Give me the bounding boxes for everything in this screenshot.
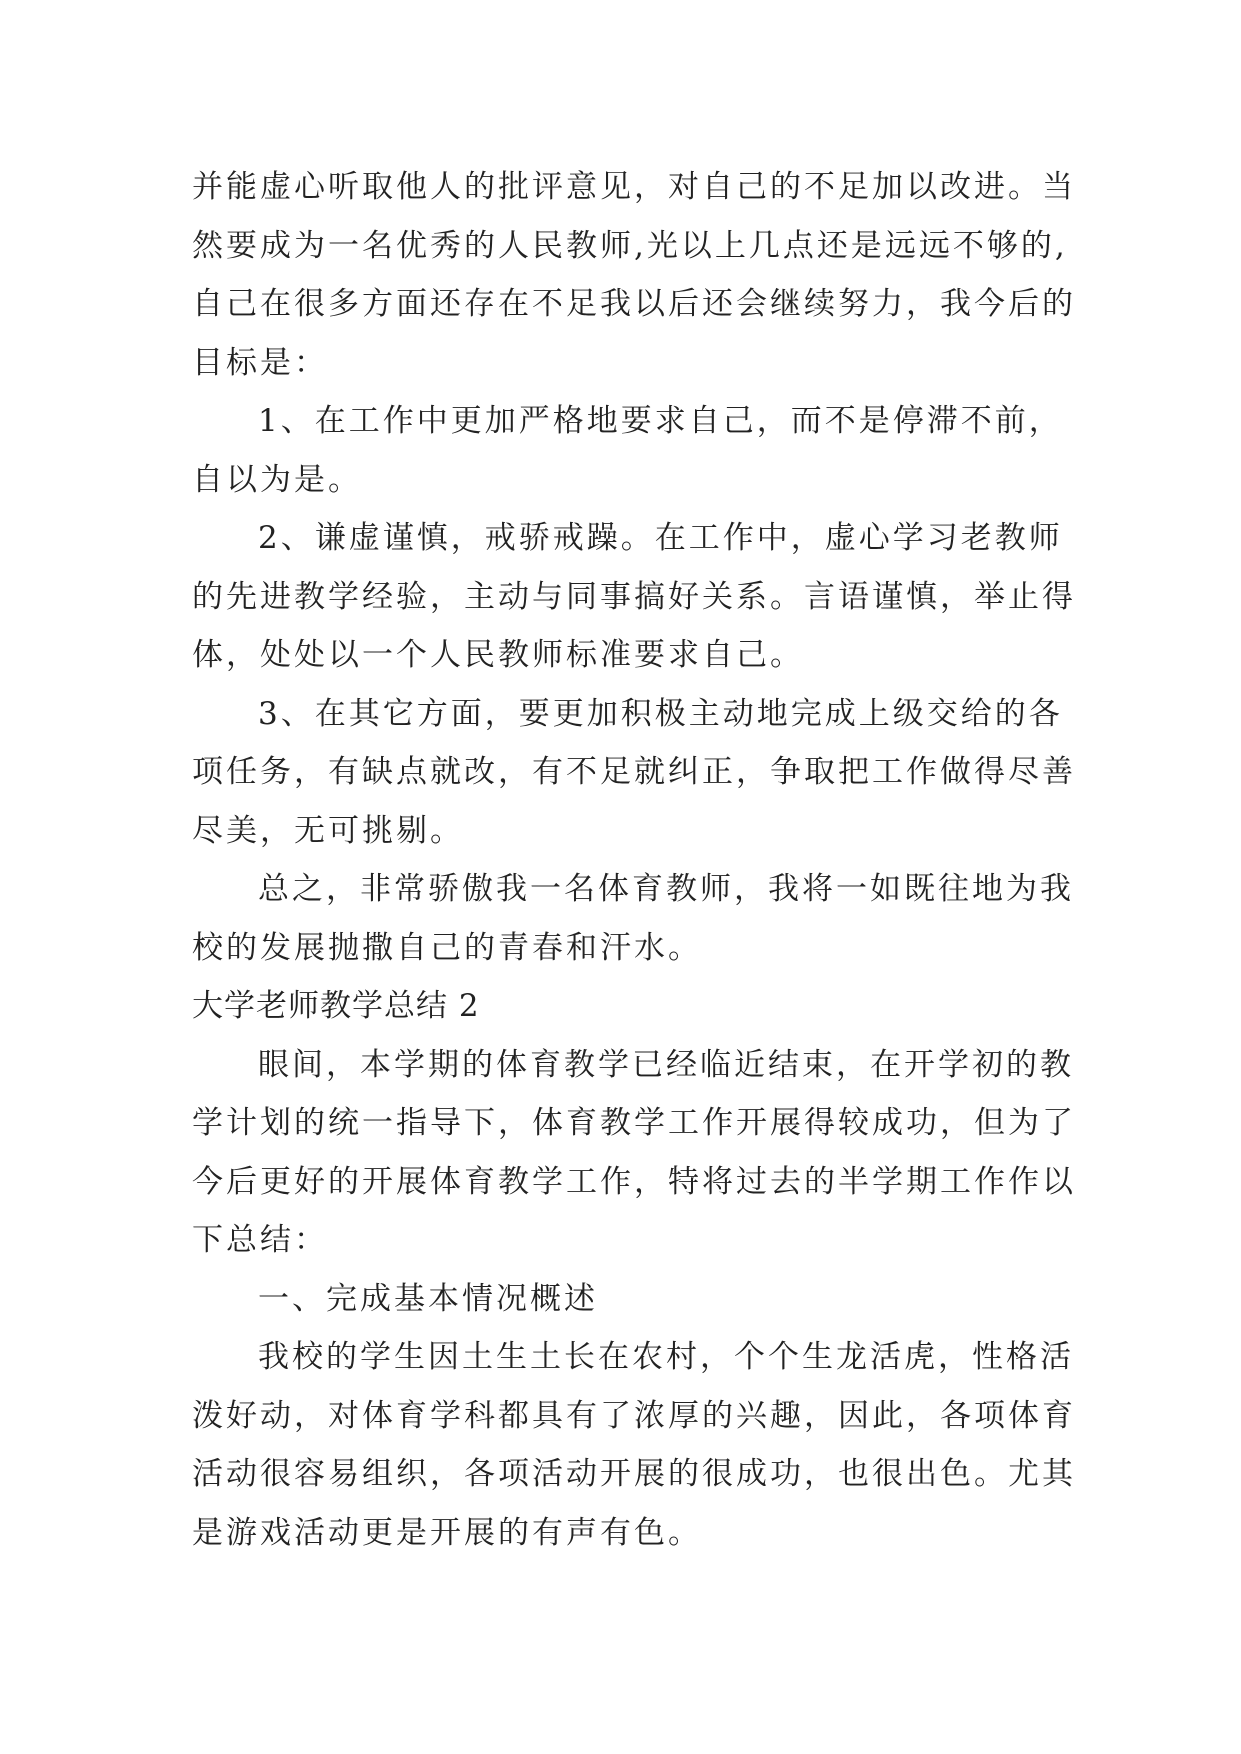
text-line: 下总结： [192, 1222, 328, 1258]
text-line: 泼好动，对体育学科都具有了浓厚的兴趣，因此，各项体育 [192, 1397, 1076, 1434]
text-line: 学计划的统一指导下，体育教学工作开展得较成功，但为了 [192, 1105, 1076, 1141]
text-line: 是游戏活动更是开展的有声有色。 [192, 1514, 702, 1551]
text-line: 今后更好的开展体育教学工作，特将过去的半学期工作作以 [192, 1163, 1076, 1200]
text-line: 的先进教学经验，主动与同事搞好关系。言语谨慎，举止得 [192, 578, 1076, 615]
text-line: 尽美，无可挑剔。 [192, 812, 464, 849]
text-line: 目标是： [192, 344, 328, 381]
text-line: 体，处处以一个人民教师标准要求自己。 [192, 637, 804, 673]
text-line: 1、在工作中更加严格地要求自己，而不是停滞不前， [258, 403, 1063, 439]
text-line: 项任务，有缺点就改，有不足就纠正，争取把工作做得尽善 [192, 754, 1076, 790]
text-line: 活动很容易组织，各项活动开展的很成功，也很出色。尤其 [192, 1456, 1076, 1492]
text-line: 我校的学生因土生土长在农村，个个生龙活虎，性格活 [258, 1339, 1074, 1375]
text-line: 一、完成基本情况概述 [258, 1280, 598, 1317]
text-line: 校的发展抛撒自己的青春和汗水。 [192, 929, 702, 966]
text-line: 眼间，本学期的体育教学已经临近结束，在开学初的教 [258, 1046, 1074, 1083]
section-heading: 大学老师教学总结 2 [192, 988, 480, 1024]
text-line: 自以为是。 [192, 461, 362, 498]
text-line: 自己在很多方面还存在不足我以后还会继续努力，我今后的 [192, 286, 1076, 322]
text-line: 总之，非常骄傲我一名体育教师，我将一如既往地为我 [258, 871, 1074, 907]
text-line: 并能虚心听取他人的批评意见，对自己的不足加以改进。当 [192, 169, 1076, 205]
document-body [192, 158, 1092, 1562]
text-line: 3、在其它方面，要更加积极主动地完成上级交给的各 [258, 695, 1063, 732]
text-line: 然要成为一名优秀的人民教师,光以上几点还是远远不够的, [192, 227, 1068, 264]
text-line: 2、谦虚谨慎，戒骄戒躁。在工作中，虚心学习老教师 [258, 520, 1063, 556]
